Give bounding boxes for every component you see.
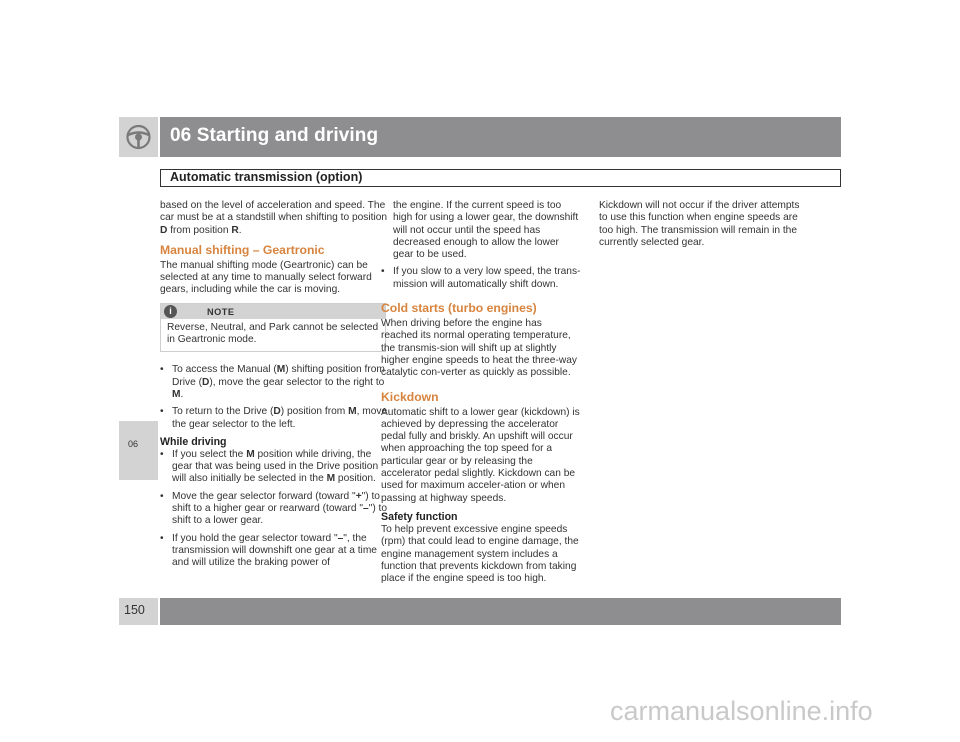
column-2 xyxy=(381,200,581,591)
list-item-continuation: the engine. If the current speed is too high for using a lower gear, the downshift will not occur until the speed has decreased enough to allow the lower gear to be used. xyxy=(393,200,579,261)
safety-function-paragraph: To help prevent excessive engine speeds (rpm) that could lead to engine damage, the engine management system includes a function that prevents kickdown from taking place if the engine speed is too high. xyxy=(381,523,579,585)
list-item: • To access the Manual (M) shifting position from Drive (D), move the gear selector to the right to M. xyxy=(160,364,385,400)
list-item: • If you hold the gear selector toward "–", the transmission will downshift one gear at a time and will utilize the braking power of xyxy=(160,532,377,569)
while-driving-heading: While driving xyxy=(160,435,227,448)
note-box xyxy=(160,303,386,353)
cold-starts-paragraph: When driving before the engine has reached its normal operating temperature, the transmis-sion will shift up at slightly higher engine speeds to heat the three-way catalytic con-verter as quickly as possible. xyxy=(381,318,577,379)
list-item: • If you select the M position while driving, the gear that was being used in the Drive position will also initially be selected in the M position. xyxy=(160,448,379,485)
manual-shifting-paragraph: The manual shifting mode (Geartronic) can be selected at any time to manually select forward gears, including while the car is moving. xyxy=(160,259,372,296)
watermark: carmanualsonline.info xyxy=(610,696,873,726)
info-icon: i xyxy=(164,305,177,318)
list-item: • To return to the Drive (D) position from M, move the gear selector to the left. xyxy=(160,406,388,430)
chapter-side-tab xyxy=(119,421,158,480)
kickdown-paragraph: Automatic shift to a lower gear (kickdown) is achieved by depressing the accelerator pedal fully and briskly. An upshift will occur when approaching the top speed for a particular gear or by releasing the accelerator pedal slightly. Kickdown can be used for maximum acceler-ation or when passing at highway speeds. xyxy=(381,406,580,504)
header-icon-box xyxy=(119,117,158,157)
safety-function-heading: Safety function xyxy=(381,510,458,523)
list-item: • Move the gear selector forward (toward "+") to shift to a higher gear or rearward (toward "–") to shift to a lower gear. xyxy=(160,490,388,527)
intro-paragraph: based on the level of acceleration and speed. The car must be at a standstill when shifting to position D from position R. xyxy=(160,200,388,236)
column-1 xyxy=(160,200,390,575)
page-number: 150 xyxy=(124,603,145,617)
kickdown-limit-paragraph: Kickdown will not occur if the driver attempts to use this function when engine speeds are too high. The transmission will remain in the currently selected gear. xyxy=(599,200,800,248)
manual-shifting-heading: Manual shifting – Geartronic xyxy=(160,242,325,257)
section-title: Automatic transmission (option) xyxy=(170,170,363,184)
kickdown-heading: Kickdown xyxy=(381,389,439,404)
list-item: • If you slow to a very low speed, the trans-mission will automatically shift down. xyxy=(381,266,581,290)
note-text: Reverse, Neutral, and Park cannot be selected in Geartronic mode. xyxy=(167,321,379,346)
note-header xyxy=(161,304,385,319)
chapter-side-tab-label: 06 xyxy=(128,439,139,449)
chapter-title: 06 Starting and driving xyxy=(170,125,379,146)
note-label: NOTE xyxy=(207,306,235,317)
steering-wheel-icon xyxy=(119,117,158,157)
column-3 xyxy=(599,200,801,255)
cold-starts-heading: Cold starts (turbo engines) xyxy=(381,301,537,316)
footer-bar xyxy=(160,598,841,625)
